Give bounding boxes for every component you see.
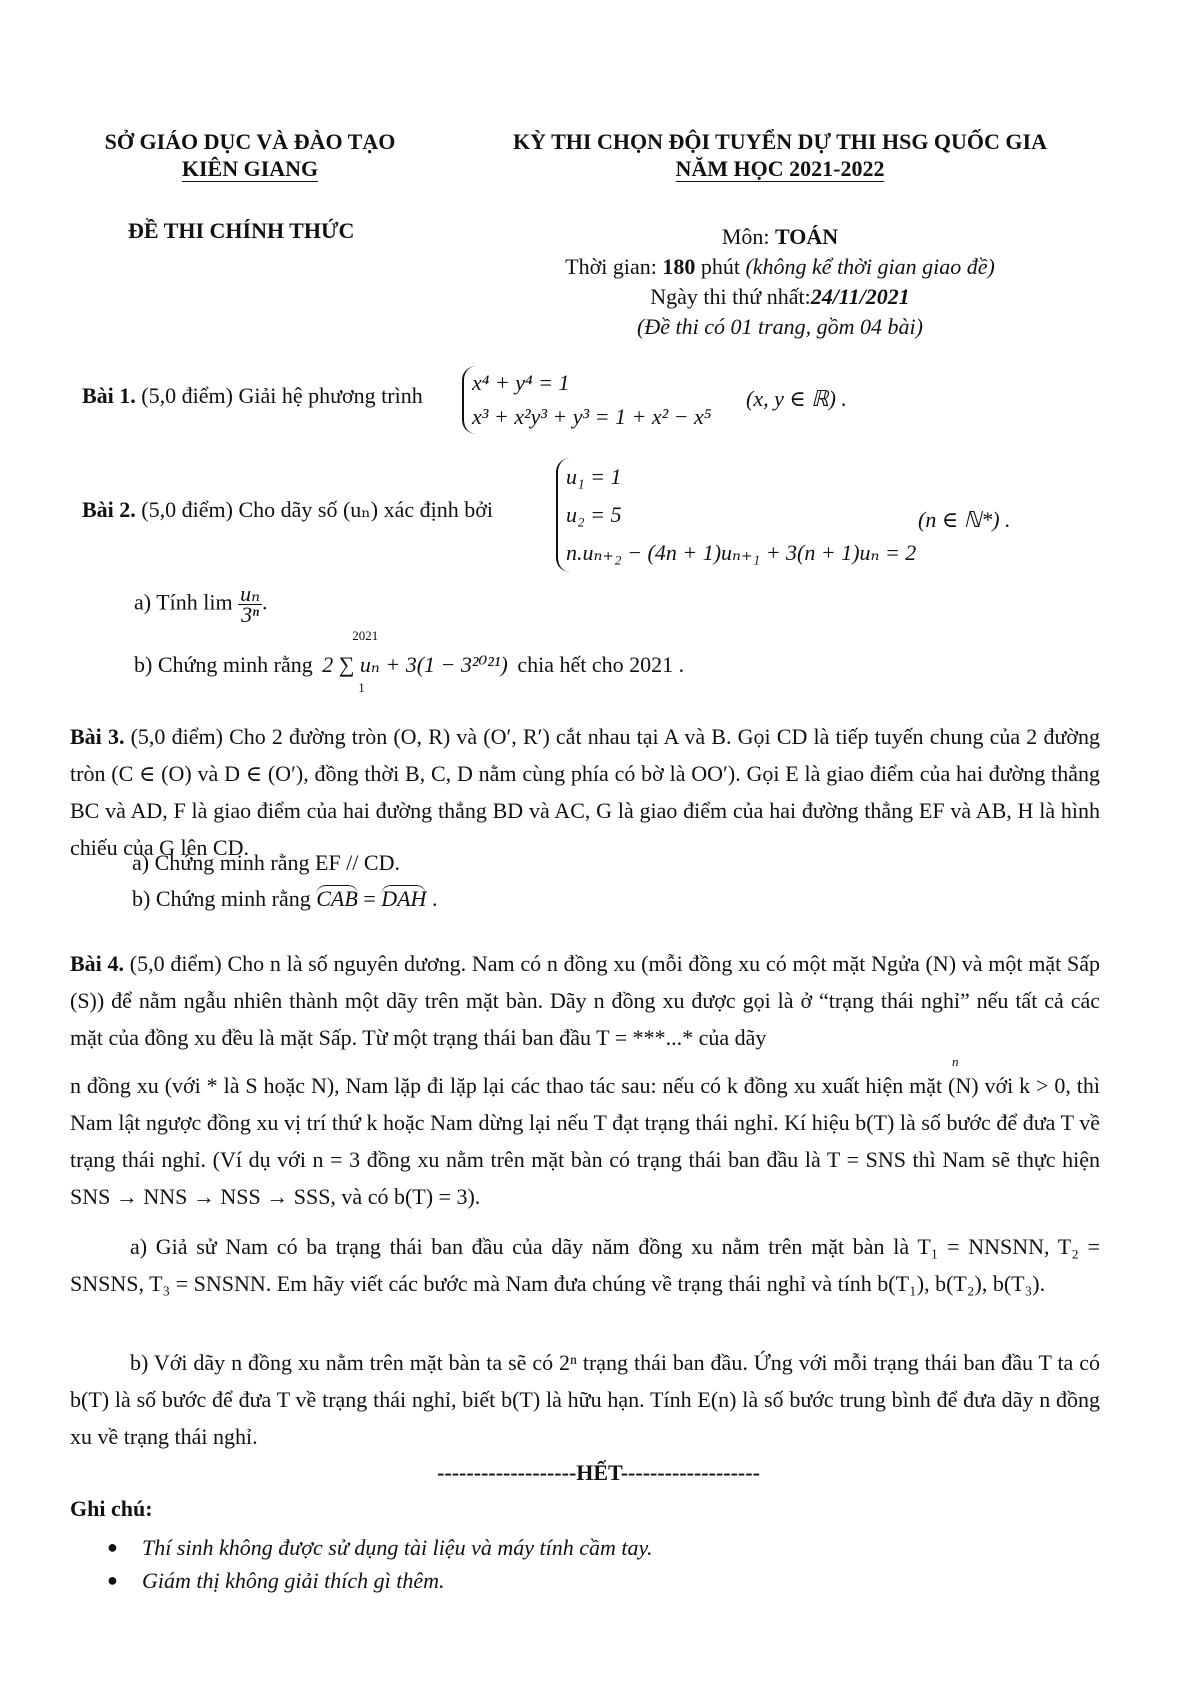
pages-note: (Đề thi có 01 trang, gồm 04 bài): [637, 314, 923, 339]
problem-3-part-a: a) Chứng minh rằng EF // CD.: [132, 850, 400, 875]
exam-title: KỲ THI CHỌN ĐỘI TUYỂN DỰ THI HSG QUỐC GIA: [513, 129, 1047, 154]
sum-expression: 2021 2 ∑ uₙ + 3(1 − 3²⁰²¹) 1: [322, 628, 508, 695]
problem-2-part-a: a) Tính lim $\frac{\text{uₙ}}{\text{3ⁿ}}$ .: [134, 581, 268, 627]
bullet-icon: ●: [107, 1570, 118, 1590]
note-1: Thí sinh không được sử dụng tài liệu và máy tính cầm tay.: [142, 1535, 653, 1560]
exam-title-block: [460, 128, 1100, 182]
brace-label: n: [952, 1054, 959, 1069]
limit-fraction: $\frac{\text{uₙ}}{\text{3ⁿ}}$: [240, 581, 261, 627]
school-year: NĂM HỌC 2021-2022: [675, 156, 885, 181]
problem-4-part-b: b) Với dãy n đồng xu nằm trên mặt bàn ta sẽ có 2ⁿ trạng thái ban đầu. Ứng với mỗi trạng thái ban đầu T ta có b(T) là số bước để đưa T về trạng thái nghỉ, biết b(T) là hữu hạn. Tính E(n) là số bước trung bình để đưa dãy n đồng xu về trạng thái nghỉ.: [70, 1350, 1100, 1449]
problem-1-intro: Bài 1. (5,0 điểm) Giải hệ phương trình: [82, 383, 423, 408]
note-2: Giám thị không giải thích gì thêm.: [142, 1568, 445, 1593]
problem-3-part-b: b) Chứng minh rằng CAB = DAH .: [132, 886, 438, 911]
problem-4-statement-1: Bài 4. (5,0 điểm) Cho n là số nguyên dương. Nam có n đồng xu (mỗi đồng xu có một mặt Ngửa (N) và một mặt Sấp (S)) để nằm ngẫu nhiên thành một dãy trên mặt bàn. Dãy n đồng xu được gọi là ở “trạng thái nghỉ” nếu tất cả các mặt của đồng xu đều là mặt Sấp. Từ một trạng thái ban đầu T = ***...* của dãy: [70, 951, 1100, 1050]
province-name: KIÊN GIANG: [181, 156, 319, 181]
date-line: Ngày thi thứ nhất:24/11/2021: [650, 284, 910, 309]
problem-2-intro: Bài 2. (5,0 điểm) Cho dãy số (uₙ) xác định bởi: [82, 497, 494, 522]
exam-info-block: [480, 222, 1080, 342]
problem-2-part-b: b) Chứng minh rằng 2021 2 ∑ uₙ + 3(1 − 3²⁰²¹) 1 chia hết cho 2021 .: [134, 628, 685, 695]
problem-4-statement-2: n đồng xu (với * là S hoặc N), Nam lặp đi lặp lại các thao tác sau: nếu có k đồng xu xuất hiện mặt (N) với k > 0, thì Nam lật ngược đồng xu vị trí thứ k hoặc Nam dừng lại nếu T đạt trạng thái nghỉ. Kí hiệu b(T) là số bước để đưa T về trạng thái nghỉ. (Ví dụ với n = 3 đồng xu nằm trên mặt bàn có trạng thái ban đầu là T = SNS thì Nam sẽ thực hiện SNS → NNS → NSS → SSS, và có b(T) = 3).: [70, 1073, 1100, 1209]
angle-dah: DAH: [381, 886, 427, 911]
problem-2-domain: (n ∈ ℕ*) .: [918, 507, 1011, 532]
department-block: [80, 128, 420, 182]
bullet-icon: ●: [107, 1537, 118, 1557]
end-marker: -------------------HẾT-------------------: [437, 1460, 760, 1485]
problem-3-statement: Bài 3. (5,0 điểm) Cho 2 đường tròn (O, R) và (O′, R′) cắt nhau tại A và B. Gọi CD là tiếp tuyến chung của 2 đường tròn (C ∈ (O) và D ∈ (O′), đồng thời B, C, D nằm cùng phía có bờ là OO′). Gọi E là giao điểm của hai đường thẳng BC và AD, F là giao điểm của hai đường thẳng BD và AC, G là giao điểm của hai đường thẳng EF và AB, H là hình chiếu của G lên CD.: [70, 724, 1101, 860]
time-line: Thời gian: 180 phút (không kể thời gian giao đề): [565, 254, 995, 279]
problem-4-part-a: a) Giả sử Nam có ba trạng thái ban đầu của dãy năm đồng xu nằm trên mặt bàn là T₁ = NNSNN, T₂ = SNSNS, T₃ = SNSNN. Em hãy viết các bước mà Nam đưa chúng về trạng thái nghỉ và tính b(T₁), b(T₂), b(T₃).: [70, 1234, 1100, 1296]
official-exam-label: ĐỀ THI CHÍNH THỨC: [128, 218, 355, 243]
problem-1-system: x⁴ + y⁴ = 1 x³ + x²y³ + y³ = 1 + x² − x⁵: [462, 366, 711, 434]
problem-2-system: u₁ = 1 u₂ = 5 n.uₙ₊₂ − (4n + 1)uₙ₊₁ + 3(n + 1)uₙ = 2: [556, 458, 916, 572]
department-name: SỞ GIÁO DỤC VÀ ĐÀO TẠO: [104, 129, 396, 154]
exam-date: 24/11/2021: [810, 284, 910, 309]
angle-cab: CAB: [316, 886, 358, 911]
notes-title: Ghi chú:: [70, 1496, 153, 1521]
subject-line: Môn: TOÁN: [721, 224, 839, 249]
subject: TOÁN: [775, 224, 839, 249]
problem-1-domain: (x, y ∈ ℝ) .: [746, 386, 847, 411]
